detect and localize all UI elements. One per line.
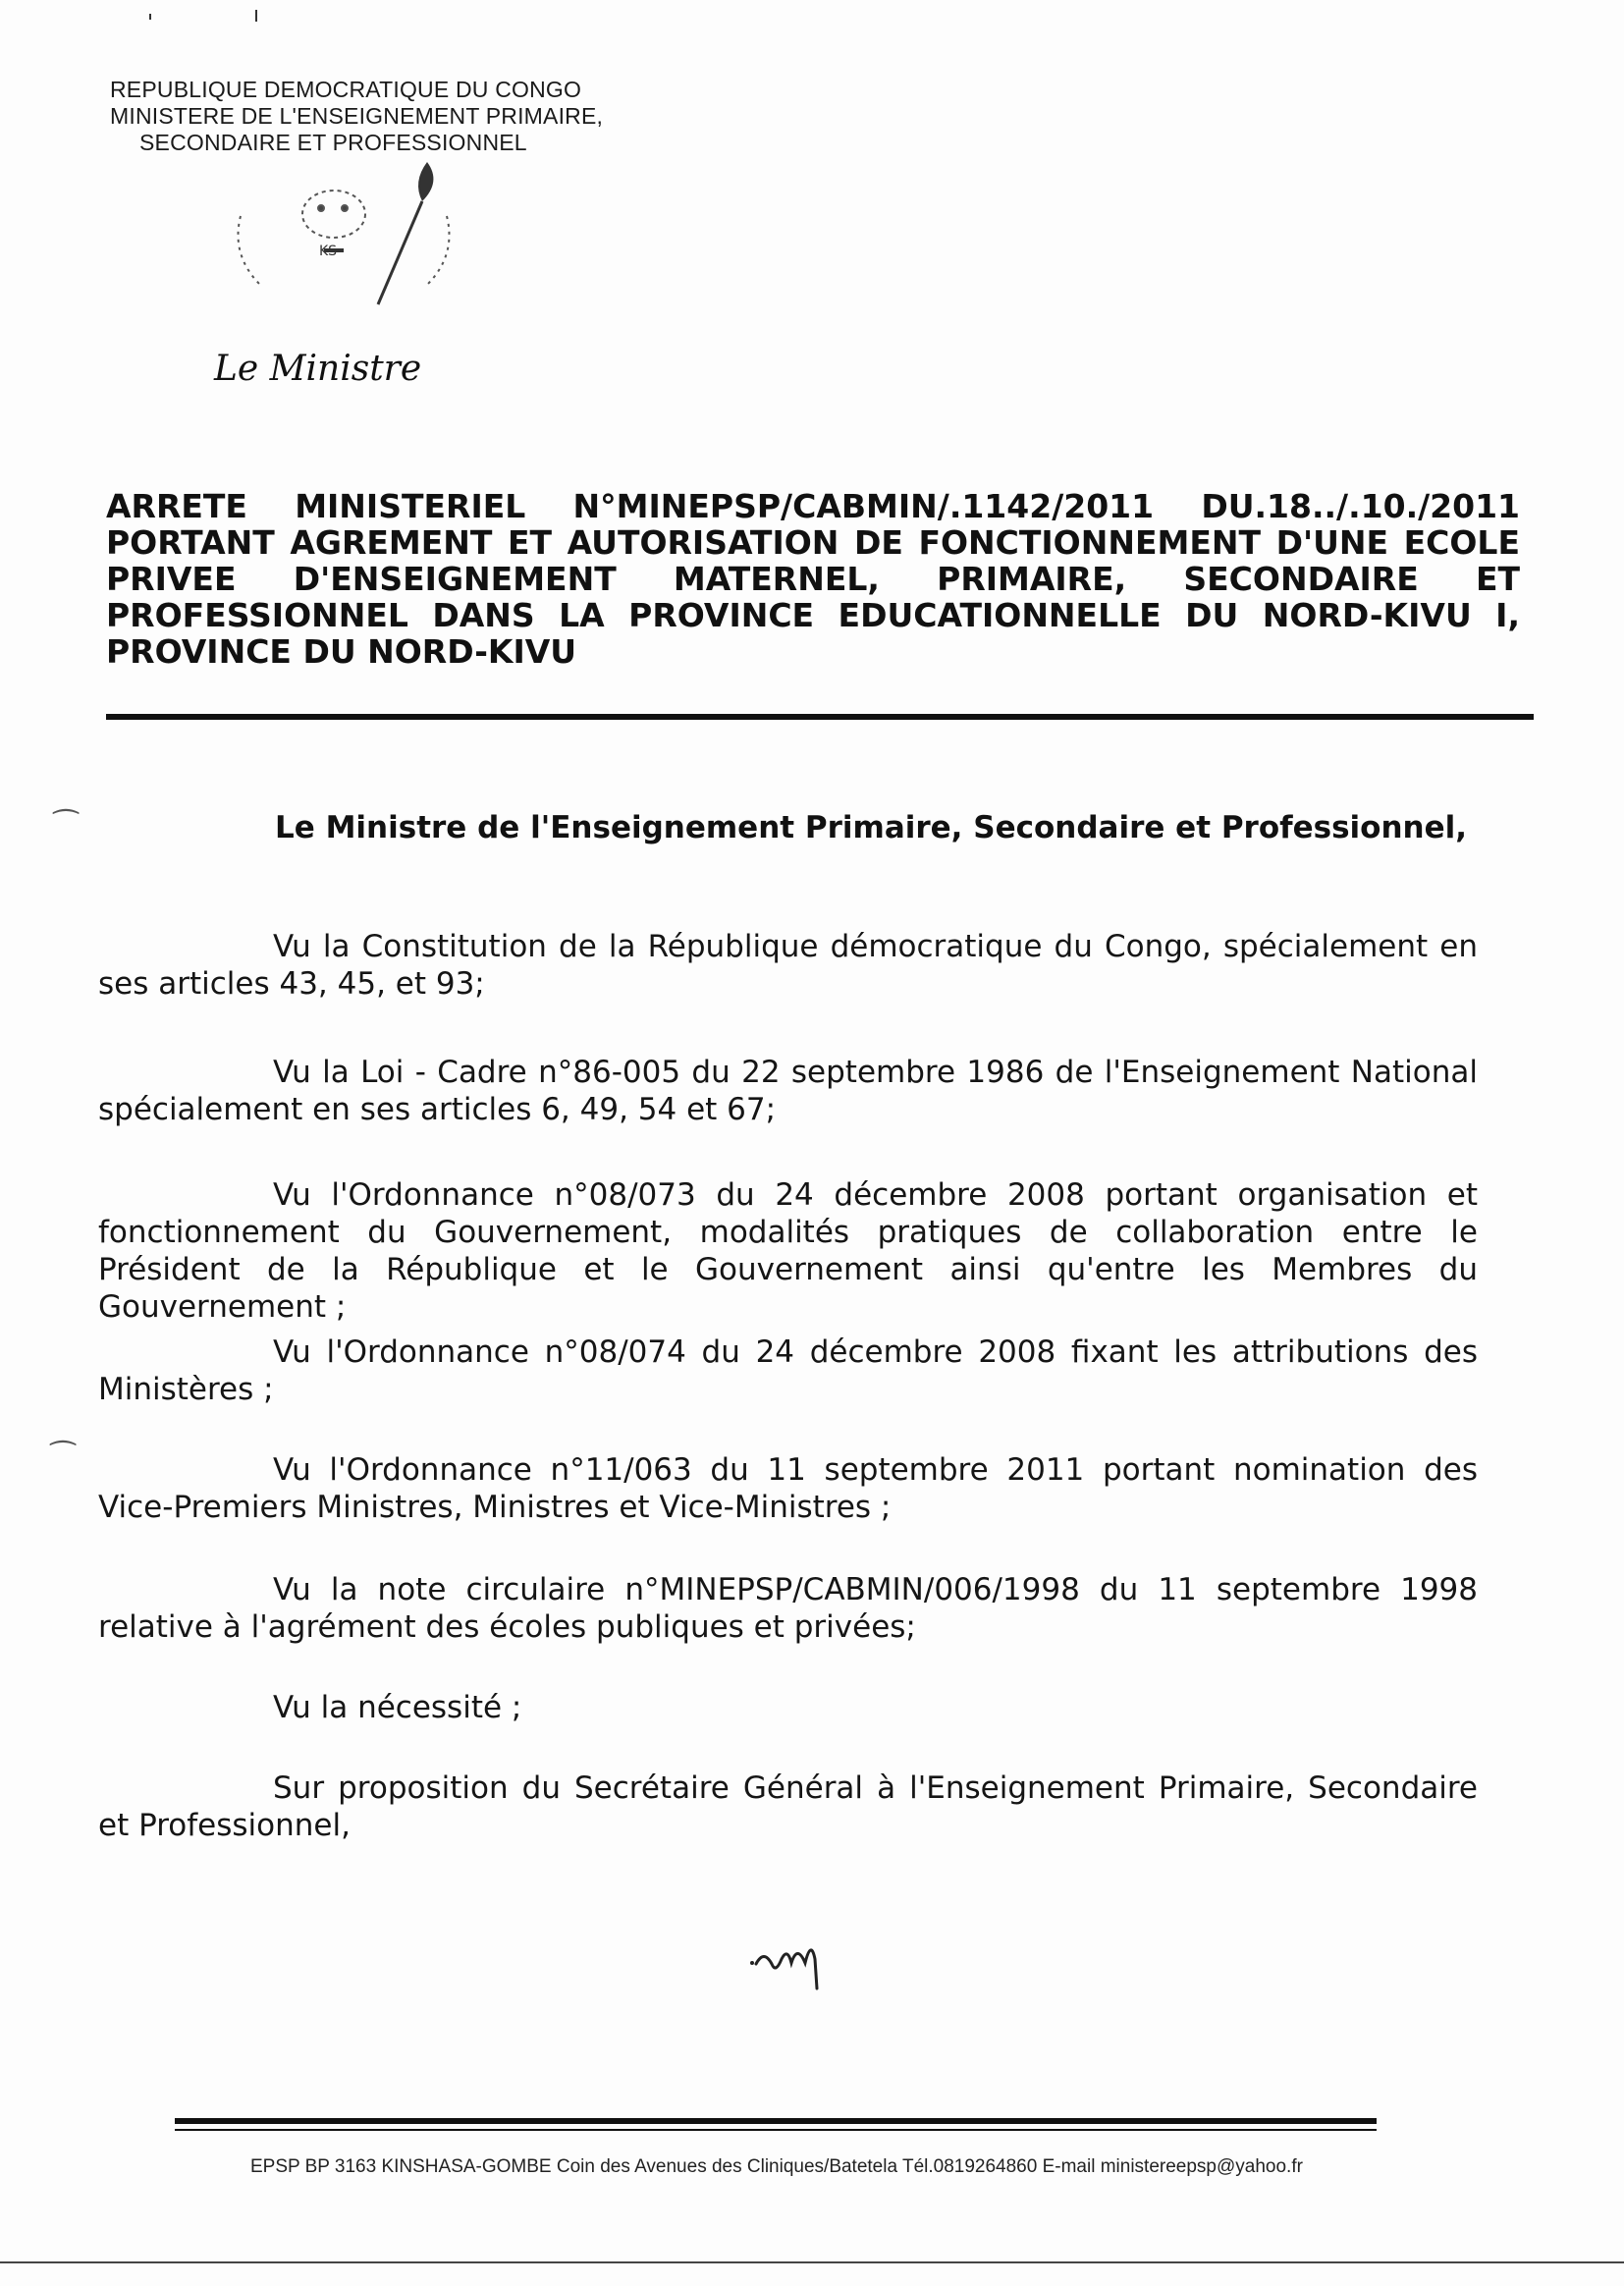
paragraph-ordonnance-11-063: Vu l'Ordonnance n°11/063 du 11 septembre 2011 portant nomination des Vice-Premiers Ministres, Ministres et Vice-Ministres ;	[98, 1452, 1478, 1525]
header-country: REPUBLIQUE DEMOCRATIQUE DU CONGO	[110, 77, 582, 102]
footer-contact: EPSP BP 3163 KINSHASA-GOMBE Coin des Avenues des Cliniques/Batetela Tél.0819264860 E-mail ministereepsp@yahoo.fr	[250, 2156, 1303, 2177]
paragraph-necessite: Vu la nécessité ;	[273, 1690, 522, 1725]
title-divider	[106, 714, 1534, 720]
header-ministry-cont: SECONDAIRE ET PROFESSIONNEL	[139, 130, 527, 155]
footer-divider-thin	[175, 2129, 1377, 2131]
handwritten-initials	[746, 1920, 844, 1998]
paragraph-constitution: Vu la Constitution de la République démocratique du Congo, spécialement en ses articles 43, 45, et 93;	[98, 929, 1478, 1002]
coat-of-arms-emblem	[221, 157, 466, 309]
title-line: PROFESSIONNEL DANS LA PROVINCE EDUCATIONNELLE DU NORD-KIVU I,	[106, 596, 1520, 634]
title-line: PORTANT AGREMENT ET AUTORISATION DE FONCTIONNEMENT D'UNE ECOLE	[106, 523, 1520, 562]
paragraph-ordonnance-08-074: Vu l'Ordonnance n°08/074 du 24 décembre 2008 fixant les attributions des Ministères ;	[98, 1334, 1478, 1407]
title-line: ARRETE MINISTERIEL N°MINEPSP/CABMIN/.1142/2011 DU.18../.10./2011	[106, 487, 1520, 525]
paragraph-proposition: Sur proposition du Secrétaire Général à l'Enseignement Primaire, Secondaire et Professionnel,	[98, 1770, 1478, 1843]
footer-divider	[175, 2118, 1377, 2124]
header-ministry: MINISTERE DE L'ENSEIGNEMENT PRIMAIRE,	[110, 103, 604, 129]
margin-mark: ⁀	[54, 810, 79, 844]
title-line: PRIVEE D'ENSEIGNEMENT MATERNEL, PRIMAIRE, SECONDAIRE ET	[106, 560, 1520, 598]
scan-speck	[149, 14, 151, 20]
svg-text:KS·: KS·	[319, 244, 342, 259]
page-edge-line	[0, 2261, 1624, 2263]
margin-mark: ⁀	[51, 1442, 76, 1476]
signatory-heading: Le Ministre	[214, 349, 422, 389]
decree-title	[106, 488, 1520, 670]
paragraph-note-circulaire: Vu la note circulaire n°MINEPSP/CABMIN/006/1998 du 11 septembre 1998 relative à l'agrément des écoles publiques et privées;	[98, 1572, 1478, 1645]
paragraph-loi-cadre: Vu la Loi - Cadre n°86-005 du 22 septembre 1986 de l'Enseignement National spécialement en ses articles 6, 49, 54 et 67;	[98, 1055, 1478, 1127]
title-line: PROVINCE DU NORD-KIVU	[106, 632, 577, 671]
paragraph-ordonnance-08-073: Vu l'Ordonnance n°08/073 du 24 décembre 2008 portant organisation et fonctionnement du Gouvernement, modalités pratiques de collaboration entre le Président de la République et le Gouvernement ainsi qu'entre les Membres du Gouvernement ;	[98, 1177, 1478, 1325]
scan-speck	[255, 10, 257, 22]
minister-heading: Le Ministre de l'Enseignement Primaire, Secondaire et Professionnel,	[275, 810, 1468, 845]
